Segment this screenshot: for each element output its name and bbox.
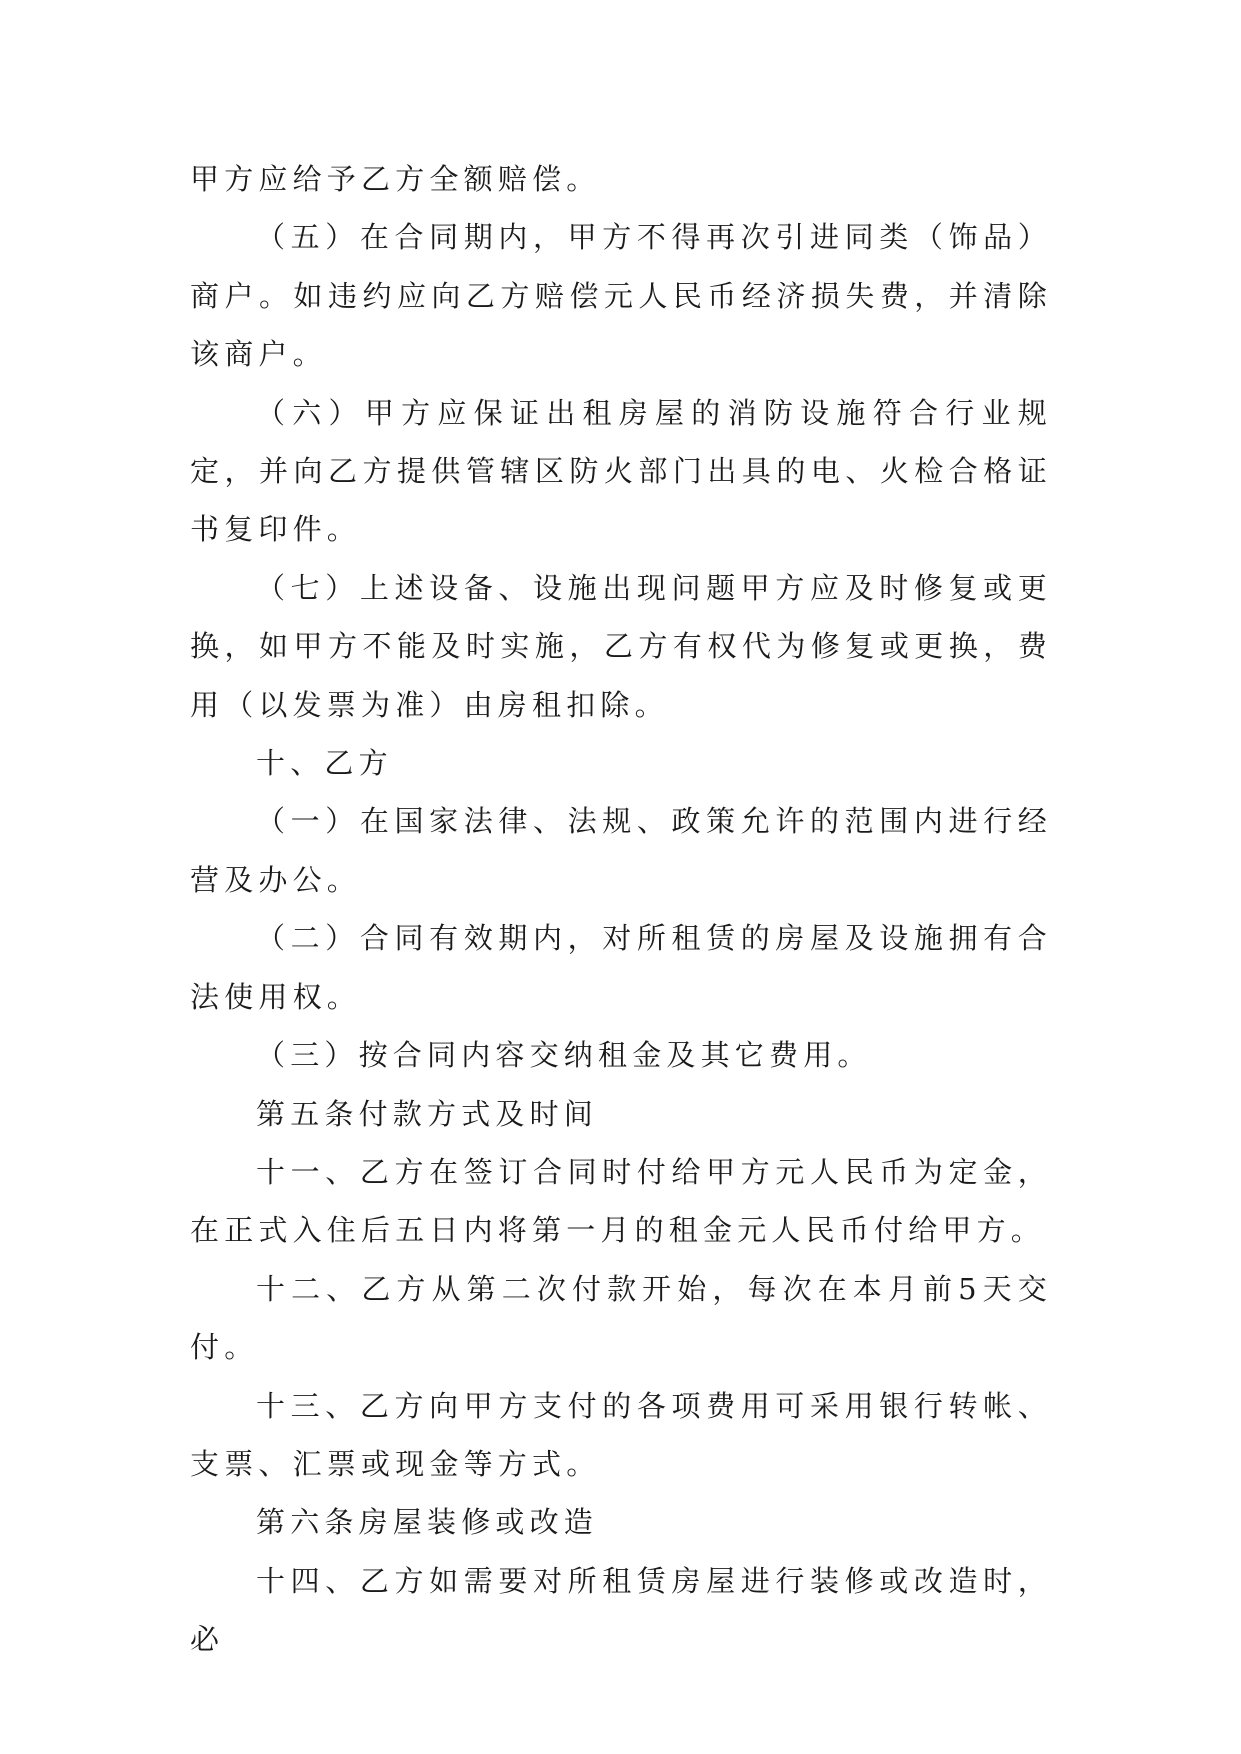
paragraph-item-14: 十四、乙方如需要对所租赁房屋进行装修或改造时，必 — [190, 1563, 1052, 1657]
section-heading-party-b: 十、乙方 — [256, 746, 393, 781]
paragraph-party-b-3: （三）按合同内容交纳租金及其它费用。 — [256, 1038, 872, 1073]
document-body — [190, 150, 1052, 1669]
article-heading-6: 第六条房屋装修或改造 — [256, 1505, 599, 1540]
paragraph-clause-7: （七）上述设备、设施出现问题甲方应及时修复或更换，如甲方不能及时实施，乙方有权代为修复或更换，费用（以发票为准）由房租扣除。 — [190, 570, 1052, 722]
paragraph-clause-6: （六）甲方应保证出租房屋的消防设施符合行业规定，并向乙方提供管辖区防火部门出具的电、火检合格证书复印件。 — [190, 395, 1052, 547]
article-heading-5: 第五条付款方式及时间 — [256, 1096, 599, 1131]
paragraph-compensation-end: 甲方应给予乙方全额赔偿。 — [190, 162, 601, 196]
paragraph-item-12: 十二、乙方从第二次付款开始，每次在本月前5天交付。 — [190, 1271, 1052, 1365]
paragraph-item-11: 十一、乙方在签订合同时付给甲方元人民币为定金，在正式入住后五日内将第一月的租金元人民币付给甲方。 — [190, 1154, 1052, 1248]
paragraph-item-13: 十三、乙方向甲方支付的各项费用可采用银行转帐、支票、汇票或现金等方式。 — [190, 1388, 1052, 1481]
paragraph-clause-5: （五）在合同期内，甲方不得再次引进同类（饰品）商户。如违约应向乙方赔偿元人民币经济损失费，并清除该商户。 — [190, 220, 1052, 372]
paragraph-party-b-1: （一）在国家法律、法规、政策允许的范围内进行经营及办公。 — [190, 804, 1052, 897]
paragraph-party-b-2: （二）合同有效期内，对所租赁的房屋及设施拥有合法使用权。 — [190, 921, 1052, 1014]
